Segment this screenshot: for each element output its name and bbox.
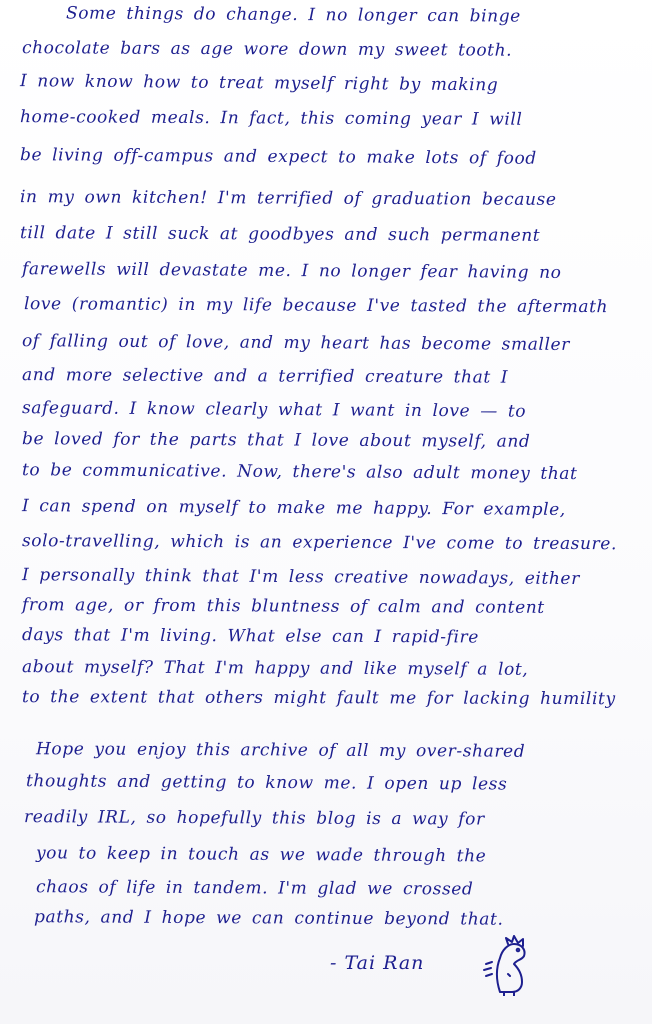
letter-line: chaos of life in tandem. I'm glad we crossed: [35, 877, 474, 900]
letter-line: be loved for the parts that I love about myself, and: [21, 429, 531, 452]
letter-line: about myself? That I'm happy and like myself a lot,: [21, 657, 529, 680]
letter-line: from age, or from this bluntness of calm and content: [21, 595, 545, 618]
letter-line: and more selective and a terrified creature that I: [21, 365, 509, 388]
letter-line: paths, and I hope we can continue beyond that.: [33, 907, 504, 930]
letter-line: I personally think that I'm less creative nowadays, either: [21, 565, 580, 590]
letter-line: readily IRL, so hopefully this blog is a way for: [23, 807, 485, 830]
letter-line: home-cooked meals. In fact, this coming year I will: [19, 107, 523, 130]
letter-line: Some things do change. I no longer can binge: [65, 3, 521, 27]
signature: - Tai Ran: [330, 952, 425, 974]
letter-line: farewells will devastate me. I no longer fear having no: [21, 259, 562, 283]
letter-line: you to keep in touch as we wade through the: [35, 843, 487, 867]
letter-line: chocolate bars as age wore down my sweet tooth.: [21, 38, 513, 61]
letter-line: safeguard. I know clearly what I want in love — to: [21, 398, 527, 422]
dinosaur-doodle-icon: [478, 934, 538, 996]
letter-line: solo-travelling, which is an experience I've come to treasure.: [21, 531, 618, 555]
letter-line: till date I still suck at goodbyes and such permanent: [19, 223, 541, 246]
letter-line: of falling out of love, and my heart has become smaller: [21, 331, 570, 355]
letter-line: love (romantic) in my life because I've tasted the aftermath: [23, 294, 609, 318]
letter-line: Hope you enjoy this archive of all my over-shared: [35, 739, 526, 762]
letter-line: be living off-campus and expect to make lots of food: [19, 145, 537, 169]
letter-line: to the extent that others might fault me for lacking humility: [21, 687, 616, 710]
letter-line: to be communicative. Now, there's also adult money that: [21, 460, 578, 485]
letter-line: thoughts and getting to know me. I open up less: [25, 771, 508, 795]
letter-line: I now know how to treat myself right by making: [19, 71, 499, 96]
letter-line: days that I'm living. What else can I rapid-fire: [21, 625, 479, 648]
letter-line: I can spend on myself to make me happy. For example,: [21, 496, 566, 520]
letter-line: in my own kitchen! I'm terrified of graduation because: [19, 187, 557, 210]
